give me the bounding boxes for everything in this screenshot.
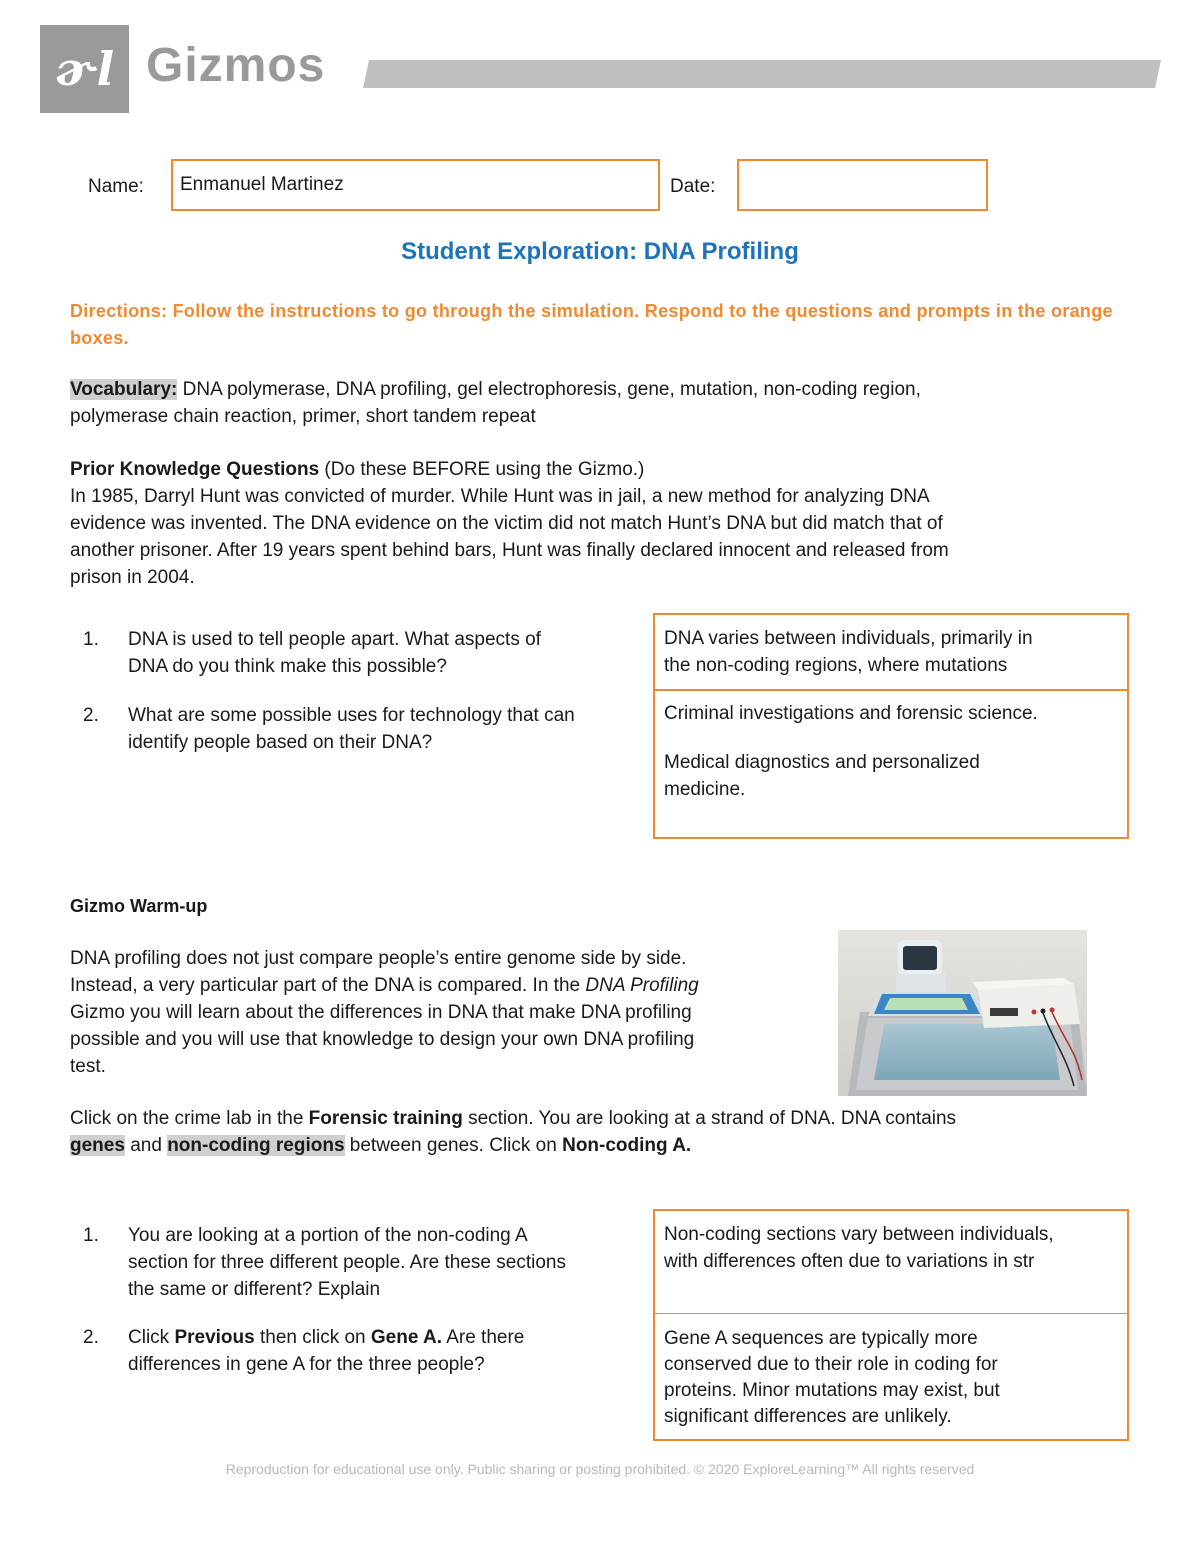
question-line: DNA do you think make this possible? [128, 656, 447, 677]
warmup-line: Instead, a very particular part of the DNA is compared. In the [70, 975, 586, 996]
question-text-part: Click [128, 1327, 175, 1348]
prior-line: In 1985, Darryl Hunt was convicted of murder. While Hunt was in jail, a new method for analyzing DNA [70, 486, 930, 507]
genes-term: genes [70, 1135, 125, 1156]
name-label: Name: [88, 176, 144, 197]
directions: Directions: Follow the instructions to go through the simulation. Respond to the questions and prompts in the orange boxes. [70, 301, 1113, 348]
header-bar [363, 60, 1161, 88]
answer-line: significant differences are unlikely. [664, 1406, 952, 1427]
answer-line: Gene A sequences are typically more [664, 1328, 978, 1349]
instruction-text: section. You are looking at a strand of DNA. DNA contains [462, 1108, 957, 1129]
vocabulary-line-2: polymerase chain reaction, primer, short tandem repeat [70, 406, 536, 427]
answer-line: Criminal investigations and forensic science. [664, 703, 1038, 724]
answer-box-warmup-2[interactable] [653, 1313, 1129, 1441]
question-line: section for three different people. Are these sections [128, 1252, 566, 1273]
answer-line: Medical diagnostics and personalized [664, 752, 980, 773]
question-text-part: then click on [254, 1327, 371, 1348]
instruction-text: between genes. Click on [344, 1135, 563, 1156]
question-text-part: Are there [441, 1327, 525, 1348]
question-number: 1. [83, 1225, 99, 1246]
question-number: 2. [83, 1327, 99, 1348]
question-line: differences in gene A for the three people? [128, 1354, 485, 1375]
previous-term: Previous [174, 1327, 255, 1348]
question-text [128, 1324, 648, 1378]
date-field[interactable] [737, 159, 988, 211]
question-number: 1. [83, 629, 99, 650]
prior-line: evidence was invented. The DNA evidence on the victim did not match Hunt’s DNA but did match that of [70, 513, 943, 534]
question-line: You are looking at a portion of the non-coding A [128, 1225, 528, 1246]
date-label: Date: [670, 176, 716, 197]
question-number: 2. [83, 705, 99, 726]
answer-line: with differences often due to variations in str [664, 1251, 1035, 1272]
question-line: the same or different? Explain [128, 1279, 381, 1300]
question-text [128, 1222, 648, 1303]
gene-a-term: Gene A. [370, 1327, 442, 1348]
page-title: Student Exploration: DNA Profiling [401, 238, 799, 265]
vocabulary-line-1: DNA polymerase, DNA profiling, gel electrophoresis, gene, mutation, non-coding region, [177, 379, 921, 400]
warmup-heading: Gizmo Warm-up [70, 896, 208, 916]
question-text [128, 702, 648, 756]
answer-line: conserved due to their role in coding for [664, 1354, 998, 1375]
instruction-text: and [124, 1135, 168, 1156]
prior-line: prison in 2004. [70, 567, 195, 588]
warmup-paragraph [70, 945, 810, 1080]
answer-box-prior-1[interactable] [653, 613, 1129, 691]
warmup-line: possible and you will use that knowledge to design your own DNA profiling [70, 1029, 695, 1050]
question-line: identify people based on their DNA? [128, 732, 433, 753]
instruction-paragraph [70, 1105, 1150, 1159]
prior-heading-note: (Do these BEFORE using the Gizmo.) [319, 459, 645, 480]
vocabulary-label: Vocabulary: [70, 379, 178, 400]
prior-line: another prisoner. After 19 years spent behind bars, Hunt was finally declared innocent and released from [70, 540, 949, 561]
answer-box-prior-2[interactable] [653, 689, 1129, 839]
answer-line: the non-coding regions, where mutations [664, 655, 1008, 676]
question-text [128, 626, 648, 680]
answer-line: medicine. [664, 779, 746, 800]
forensic-training-term: Forensic training [308, 1108, 463, 1129]
logo [40, 25, 129, 113]
answer-line: proteins. Minor mutations may exist, but [664, 1380, 1000, 1401]
answer-line: Non-coding sections vary between individuals, [664, 1224, 1054, 1245]
warmup-gizmo-name: DNA Profiling [585, 975, 699, 996]
logo-mark: ɚl [54, 42, 115, 96]
gel-electrophoresis-image [838, 930, 1087, 1096]
footer-copyright: Reproduction for educational use only. Public sharing or posting prohibited. © 2020 ExploreLearning™ All rights reserved [225, 1461, 975, 1477]
prior-knowledge [70, 456, 1150, 591]
name-field[interactable] [171, 159, 660, 211]
question-line: What are some possible uses for technology that can [128, 705, 575, 726]
question-line: DNA is used to tell people apart. What aspects of [128, 629, 541, 650]
noncoding-a-term: Non-coding A. [562, 1135, 692, 1156]
noncoding-regions-term: non-coding regions [167, 1135, 345, 1156]
brand-name: Gizmos [146, 39, 326, 92]
name-value: Enmanuel Martinez [180, 174, 344, 195]
answer-box-warmup-1[interactable] [653, 1209, 1129, 1314]
warmup-line: test. [70, 1056, 106, 1077]
instruction-text: Click on the crime lab in the [70, 1108, 309, 1129]
vocabulary [70, 376, 1150, 430]
warmup-line: DNA profiling does not just compare people’s entire genome side by side. [70, 948, 687, 969]
answer-line: DNA varies between individuals, primarily in [664, 628, 1033, 649]
prior-heading: Prior Knowledge Questions [70, 459, 320, 480]
warmup-line: Gizmo you will learn about the differences in DNA that make DNA profiling [70, 1002, 692, 1023]
